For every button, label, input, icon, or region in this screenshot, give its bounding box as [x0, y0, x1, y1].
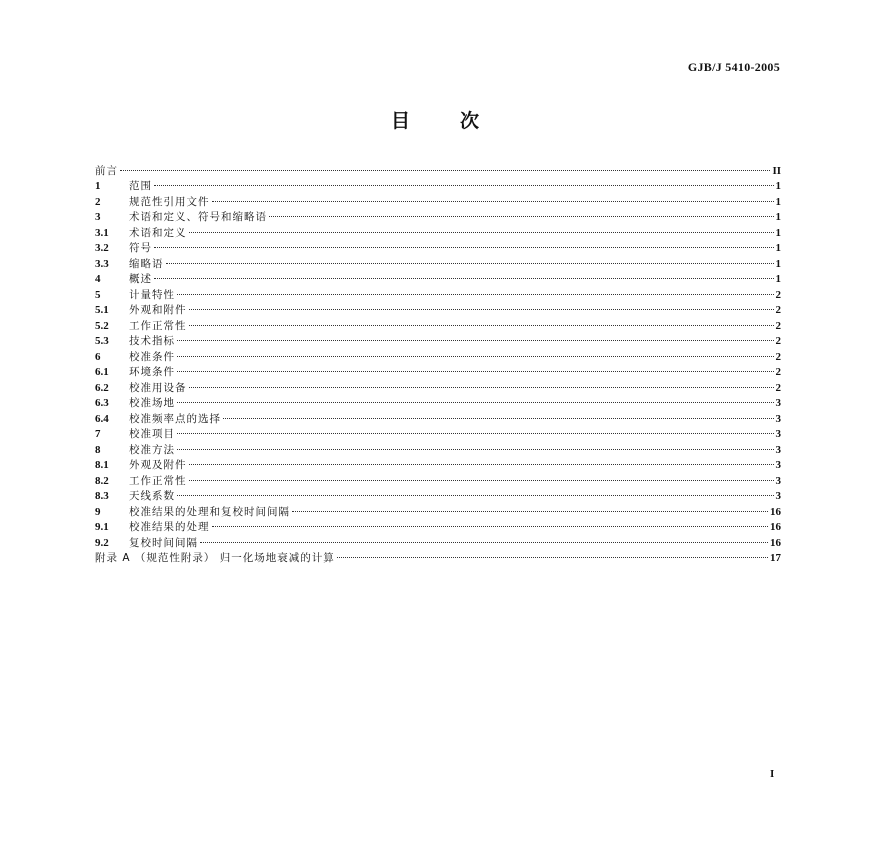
toc-entry[interactable] — [95, 267, 781, 283]
toc-leader-dots — [212, 189, 774, 205]
toc-entry-label: 技术指标 — [129, 335, 175, 347]
toc-entry[interactable] — [95, 236, 781, 252]
toc-entry-number: 8.1 — [95, 459, 109, 471]
toc-entry-page: 17 — [770, 552, 781, 564]
toc-entry-number: 8 — [95, 443, 101, 456]
toc-entry-label: 校准频率点的选择 — [129, 412, 221, 425]
toc-entry-page: 16 — [770, 505, 781, 518]
toc-entry-number: 3.3 — [95, 257, 109, 270]
toc-entry[interactable] — [95, 329, 781, 345]
toc-leader-dots — [189, 220, 774, 236]
toc-entry-label: 校准方法 — [129, 443, 175, 456]
toc-leader-dots — [292, 499, 768, 515]
toc-title — [0, 106, 870, 133]
toc-entry-page: 1 — [775, 242, 781, 254]
toc-entry-number: 5.2 — [95, 319, 109, 332]
toc-entry-label: 符号 — [129, 242, 152, 254]
toc-entry-label: 工作正常性 — [129, 319, 187, 332]
toc-entry[interactable] — [95, 453, 781, 469]
toc-entry-page: 1 — [775, 257, 781, 270]
toc-entry[interactable] — [95, 391, 781, 407]
toc-entry-label: 天线系数 — [129, 490, 175, 502]
toc-entry-page: 1 — [775, 273, 781, 285]
toc-entry-label: 缩略语 — [129, 257, 164, 270]
toc-leader-dots — [269, 205, 774, 221]
toc-entry[interactable] — [95, 360, 781, 376]
toc-leader-dots — [154, 236, 774, 252]
toc-entry-number: 2 — [95, 195, 101, 208]
toc-entry-label: 校准用设备 — [129, 381, 187, 394]
toc-entry-number: 6.2 — [95, 381, 109, 394]
toc-entry[interactable] — [95, 282, 781, 301]
toc-entry-number: 3 — [95, 211, 101, 223]
toc-entry-page: 3 — [775, 412, 781, 425]
toc-leader-dots — [212, 515, 769, 531]
toc-entry[interactable] — [95, 468, 781, 487]
toc-entry-page: 3 — [775, 397, 781, 409]
toc-entry[interactable] — [95, 499, 781, 518]
toc-entry-number: 6.3 — [95, 397, 109, 409]
toc-entry-page: 1 — [775, 226, 781, 239]
toc-entry-number: 1 — [95, 180, 101, 192]
toc-entry-page: 2 — [775, 288, 781, 301]
document-number: GJB/J 5410-2005 — [687, 60, 780, 74]
toc-entry-page: 16 — [770, 536, 781, 549]
toc-entry-label: 外观及附件 — [129, 459, 187, 471]
toc-entry-number: 6 — [95, 350, 101, 363]
toc-entry-label: 术语和定义 — [129, 226, 187, 239]
toc-leader-dots — [177, 282, 774, 298]
toc-leader-dots — [189, 453, 774, 469]
toc-entry-label: 校准场地 — [129, 397, 175, 409]
toc-entry[interactable] — [95, 375, 781, 394]
toc-leader-dots — [177, 344, 774, 360]
toc-entry-label: 外观和附件 — [129, 304, 187, 316]
toc-entry-label: 前言 — [95, 164, 118, 177]
toc-entry-number: 9.2 — [95, 536, 109, 549]
toc-leader-dots — [166, 251, 774, 267]
toc-entry-label: 复校时间间隔 — [129, 536, 198, 549]
toc-entry-page: 3 — [775, 459, 781, 471]
toc-entry-number: 4 — [95, 273, 101, 285]
toc-leader-dots — [189, 313, 774, 329]
toc-leader-dots — [177, 329, 774, 345]
toc-leader-dots — [177, 437, 774, 453]
toc-entry-label: 术语和定义、符号和缩略语 — [129, 211, 267, 223]
toc-entry-page: 2 — [775, 319, 781, 332]
toc-entry-page: 2 — [775, 350, 781, 363]
toc-entry-label: 计量特性 — [129, 288, 175, 301]
page-number: I — [770, 768, 775, 780]
toc-entry-page: 2 — [775, 335, 781, 347]
toc-entry[interactable] — [95, 422, 781, 438]
toc-entry-page: 3 — [775, 428, 781, 440]
toc-leader-dots — [177, 360, 774, 376]
toc-entry-number: 5 — [95, 288, 101, 301]
toc-entry-number: 5.3 — [95, 335, 109, 347]
toc-entry-page: 1 — [775, 180, 781, 192]
toc-entry-number: 9.1 — [95, 521, 109, 533]
toc-entry-number: 6.4 — [95, 412, 109, 425]
toc-entry-number: 3.1 — [95, 226, 109, 239]
toc-leader-dots — [337, 546, 768, 562]
toc-entry[interactable] — [95, 313, 781, 332]
toc-entry[interactable] — [95, 484, 781, 500]
toc-leader-dots — [189, 298, 774, 314]
toc-entry[interactable] — [95, 158, 781, 177]
toc-entry-number: 8.3 — [95, 490, 109, 502]
toc-leader-dots — [189, 375, 774, 391]
toc-entry-page: 3 — [775, 443, 781, 456]
toc-entry-number: 5.1 — [95, 304, 109, 316]
toc-entry-page: 3 — [775, 490, 781, 502]
toc-title-char: 目 — [390, 110, 410, 132]
toc-entry-number: 8.2 — [95, 474, 109, 487]
toc-entry-label: 环境条件 — [129, 366, 175, 378]
toc-entry[interactable] — [95, 189, 781, 208]
toc-entry-label: 概述 — [129, 273, 152, 285]
toc-entry-page: 2 — [775, 366, 781, 378]
toc-entry-page: 1 — [775, 211, 781, 223]
toc-entry-label: 工作正常性 — [129, 474, 187, 487]
toc-entry-page: 1 — [775, 195, 781, 208]
toc-entry-page: 3 — [775, 474, 781, 487]
toc-entry[interactable] — [95, 344, 781, 363]
toc-entry-label: 校准结果的处理 — [129, 521, 210, 533]
table-of-contents — [95, 158, 781, 564]
toc-leader-dots — [177, 422, 774, 438]
toc-entry-page: 2 — [775, 381, 781, 394]
toc-entry-label: 校准条件 — [129, 350, 175, 363]
toc-entry-number: 7 — [95, 428, 101, 440]
toc-entry-label: 校准项目 — [129, 428, 175, 440]
toc-entry-label: 校准结果的处理和复校时间间隔 — [129, 505, 290, 518]
toc-leader-dots — [223, 406, 774, 422]
toc-leader-dots — [177, 391, 774, 407]
toc-entry[interactable] — [95, 220, 781, 239]
toc-entry-page: II — [772, 164, 781, 177]
toc-entry[interactable] — [95, 251, 781, 270]
toc-entry-number: 6.1 — [95, 366, 109, 378]
toc-entry[interactable] — [95, 174, 781, 190]
toc-entry-label: 附录 A （规范性附录） 归一化场地衰减的计算 — [95, 552, 335, 564]
toc-title-char: 次 — [460, 110, 480, 132]
toc-entry-label: 范围 — [129, 180, 152, 192]
toc-entry-page: 2 — [775, 304, 781, 316]
toc-leader-dots — [200, 530, 768, 546]
toc-entry-label: 规范性引用文件 — [129, 195, 210, 208]
toc-entry[interactable] — [95, 406, 781, 425]
toc-leader-dots — [154, 267, 774, 283]
toc-leader-dots — [177, 484, 774, 500]
toc-leader-dots — [154, 174, 774, 190]
toc-entry-number: 3.2 — [95, 242, 109, 254]
toc-leader-dots — [120, 158, 770, 174]
toc-entry-page: 16 — [770, 521, 781, 533]
toc-entry-number: 9 — [95, 505, 101, 518]
toc-leader-dots — [189, 468, 774, 484]
toc-entry[interactable] — [95, 437, 781, 456]
toc-entry[interactable] — [95, 298, 781, 314]
